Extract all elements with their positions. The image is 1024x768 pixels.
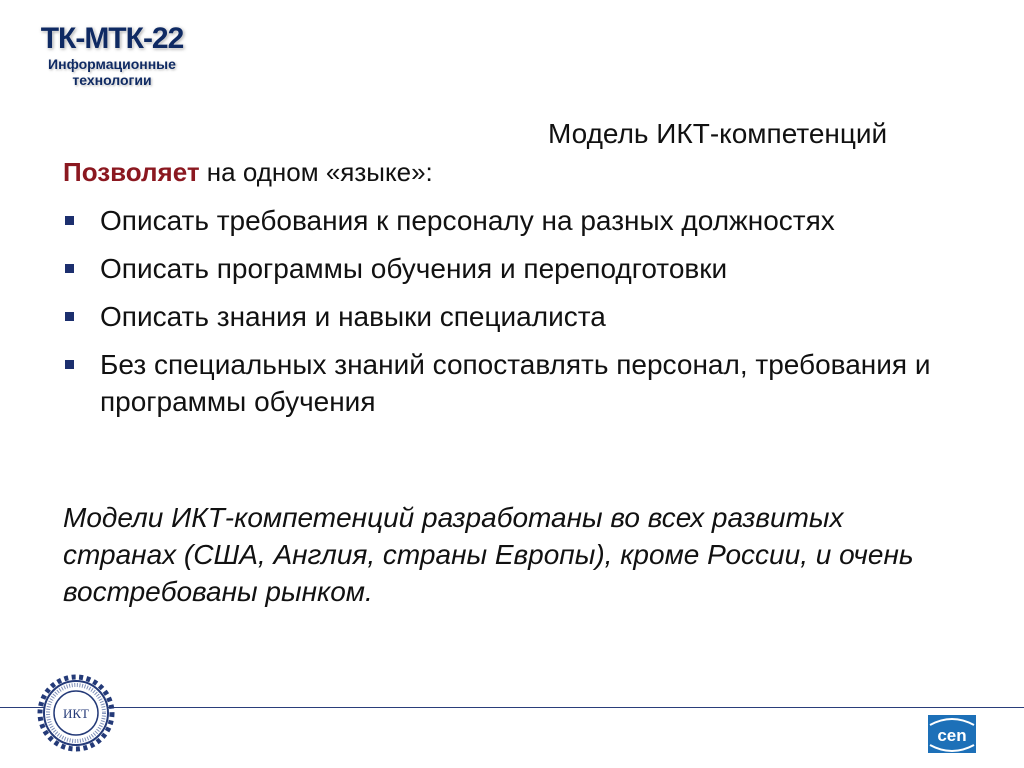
tk-mtk-logo [22, 22, 202, 88]
logo-title: ТК-МТК-22 [40, 22, 184, 55]
bullet-text: Описать знания и навыки специалиста [100, 301, 606, 332]
bullet-item [63, 298, 963, 335]
bullet-text: Описать требования к персоналу на разных должностях [100, 205, 835, 236]
logo-subtitle-line2: технологии [72, 72, 152, 88]
bullet-item [63, 346, 963, 420]
cen-logo [928, 715, 976, 759]
intro-emphasis: Позволяет [63, 157, 200, 187]
cen-label: cen [937, 726, 967, 745]
bullet-text: Без специальных знаний сопоставлять персонал, требования и программы обучения [100, 349, 931, 417]
intro-line [63, 155, 433, 189]
ikt-seal-logo [36, 673, 116, 753]
bullet-list [63, 202, 963, 431]
intro-rest: на одном «языке»: [199, 157, 433, 187]
footer-divider [0, 707, 1024, 708]
square-bullet-icon [65, 360, 74, 369]
square-bullet-icon [65, 216, 74, 225]
closing-statement: Модели ИКТ-компетенций разработаны во всех развитых странах (США, Англия, страны Европы), кроме России, и очень востребованы рынком. [63, 502, 914, 607]
logo-subtitle-line1: Информационные [48, 56, 176, 72]
bullet-text: Описать программы обучения и переподготовки [100, 253, 728, 284]
bullet-item [63, 202, 963, 239]
seal-label: ИКТ [63, 706, 89, 721]
bullet-item [63, 250, 963, 287]
square-bullet-icon [65, 264, 74, 273]
slide-title: Модель ИКТ-компетенций [548, 118, 888, 149]
square-bullet-icon [65, 312, 74, 321]
